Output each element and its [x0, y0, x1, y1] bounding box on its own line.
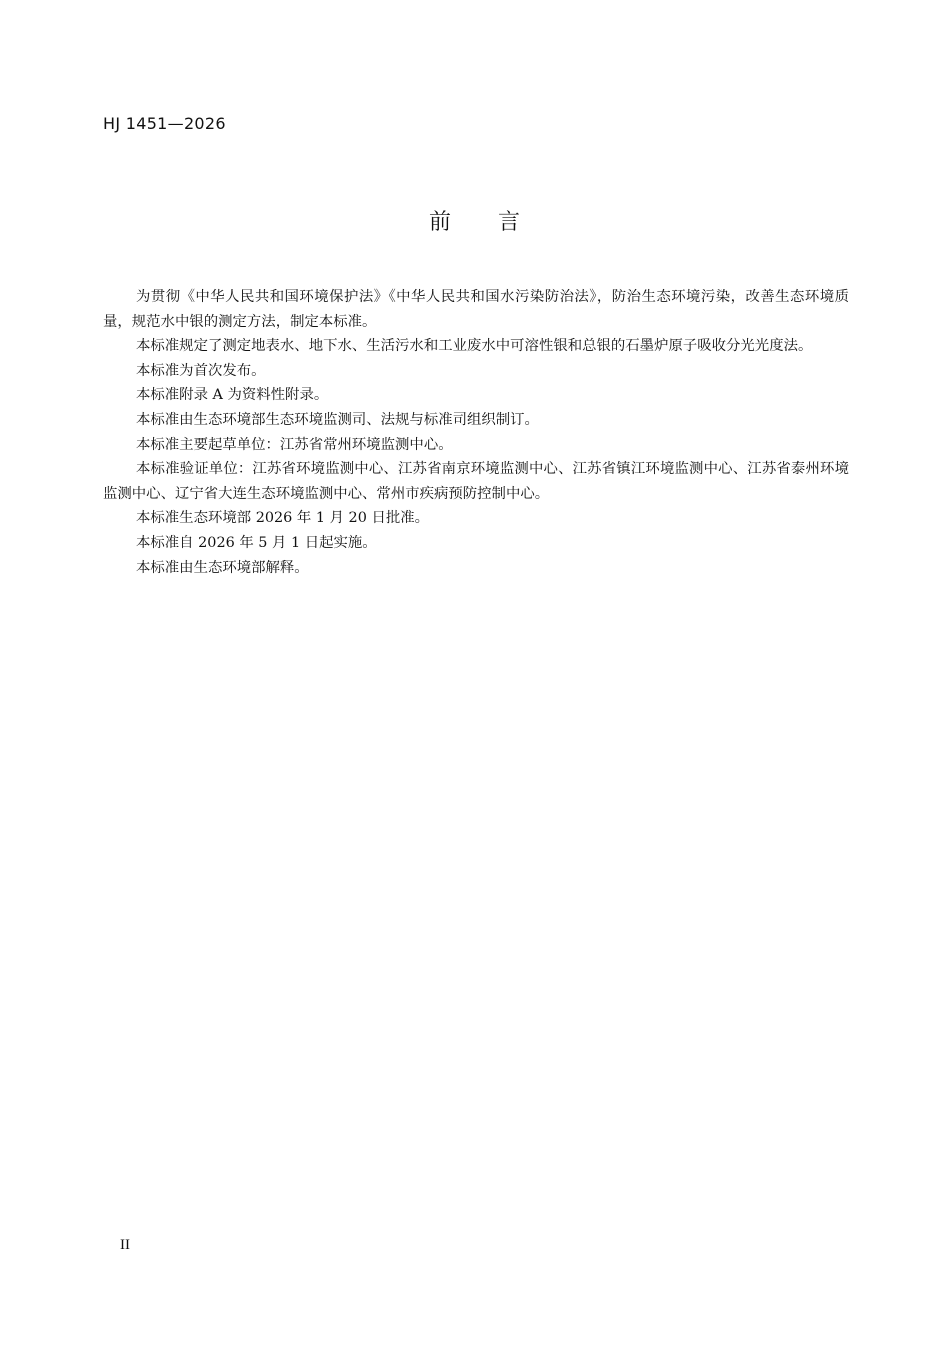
paragraph-verification-units: 本标准验证单位：江苏省环境监测中心、江苏省南京环境监测中心、江苏省镇江环境监测中心、江苏省泰州环境监测中心、辽宁省大连生态环境监测中心、常州市疾病预防控制中心。	[103, 461, 849, 502]
paragraph-effective-date: 本标准自 2026 年 5 月 1 日起实施。	[136, 534, 377, 551]
page-title: 前 言	[428, 210, 521, 235]
paragraph-appendix: 本标准附录 A 为资料性附录。	[136, 387, 329, 404]
paragraph-drafting-unit: 本标准主要起草单位：江苏省常州环境监测中心。	[136, 436, 453, 453]
paragraph-scope: 本标准规定了测定地表水、地下水、生活污水和工业废水中可溶性银和总银的石墨炉原子吸收分光光度法。	[136, 338, 813, 355]
preface-body	[103, 285, 849, 580]
paragraph-interpretation: 本标准由生态环境部解释。	[136, 559, 309, 576]
page-number: II	[120, 1237, 130, 1253]
paragraph-organizer: 本标准由生态环境部生态环境监测司、法规与标准司组织制订。	[136, 411, 539, 428]
standard-code: HJ 1451—2026	[103, 114, 226, 133]
paragraph-approval: 本标准生态环境部 2026 年 1 月 20 日批准。	[136, 510, 430, 527]
paragraph-purpose: 为贯彻《中华人民共和国环境保护法》《中华人民共和国水污染防治法》，防治生态环境污染，改善生态环境质量，规范水中银的测定方法，制定本标准。	[103, 289, 849, 330]
paragraph-first-release: 本标准为首次发布。	[136, 362, 266, 379]
